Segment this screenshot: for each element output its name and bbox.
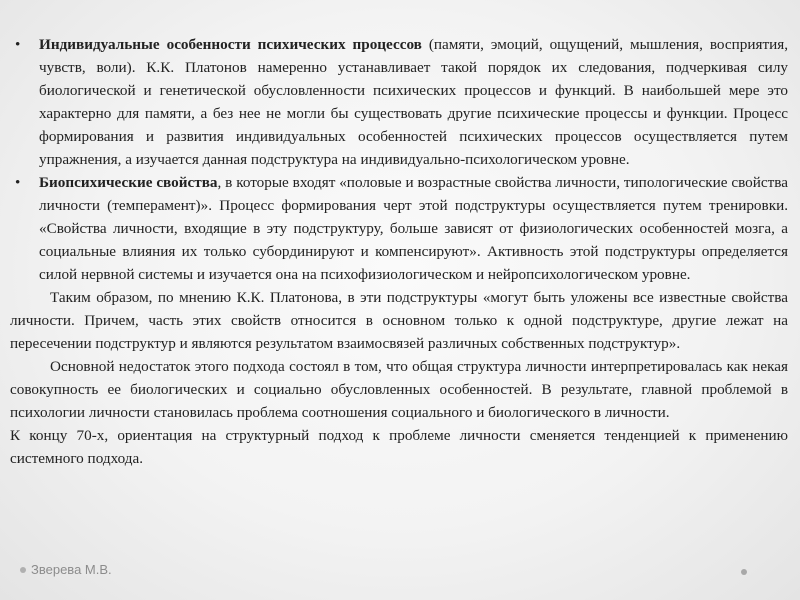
footer-author-name: Зверева М.В. (31, 562, 112, 577)
bullet-icon: • (15, 36, 21, 53)
bullet-body-text: , в которые входят «половые и возрастные свойства личности, типологические свойства личности (темперамент)». Процесс формирования черт этой подструктуры осуществляется путем тренировки. «Свойства личности, входящие в эту подструктуру, больше зависят от физиологических особенностей мозга, а социальные влияния их только субординируют и компенсируют». Активность этой подструктуры определяется силой нервной системы и изучается она на психофизиологическом и нейропсихологическом уровне. (39, 174, 788, 283)
bullet-icon: • (15, 174, 21, 191)
slide-body (10, 33, 788, 470)
paragraph-platonov-conclusion: Таким образом, по мнению К.К. Платонова, в эти подструктуры «могут быть уложены все известные свойства личности. Причем, часть этих свойств относится в основном только к одной подструктуре, другие лежат на пересечении подструктур и являются результатом взаимосвязей различных собственных подструктур». (10, 289, 788, 352)
bullet-lead-text: Биопсихические свойства (39, 174, 218, 191)
bullet-item-biopsychic (10, 171, 788, 286)
bullet-lead-text: Индивидуальные особенности психических процессов (39, 36, 422, 53)
paragraph-main-drawback: Основной недостаток этого подхода состоял в том, что общая структура личности интерпретировалась как некая совокупность ее биологических и социально обусловленных особенностей. В результате, главной проблемой в психологии личности становилась проблема соотношения социального и биологического в личности. (10, 358, 788, 421)
paragraph-systems-approach: К концу 70-х, ориентация на структурный подход к проблеме личности сменяется тенденцией к применению системного подхода. (10, 427, 788, 467)
footer-author (20, 562, 112, 577)
bullet-item-mental-processes (10, 33, 788, 171)
footer-right-dot-icon (741, 569, 747, 575)
footer-dot-icon (20, 567, 26, 573)
bullet-body-text: (памяти, эмоций, ощущений, мышления, восприятия, чувств, воли). К.К. Платонов намеренно устанавливает такой порядок их следования, подчеркивая силу биологической и генетической обусловленности психических процессов и функций. В наибольшей мере это характерно для памяти, а без нее не могли бы существовать другие психические процессы и функции. Процесс формирования и развития индивидуальных особенностей психических процессов осуществляется путем упражнения, а изучается данная подструктура на индивидуально-психологическом уровне. (39, 36, 788, 168)
